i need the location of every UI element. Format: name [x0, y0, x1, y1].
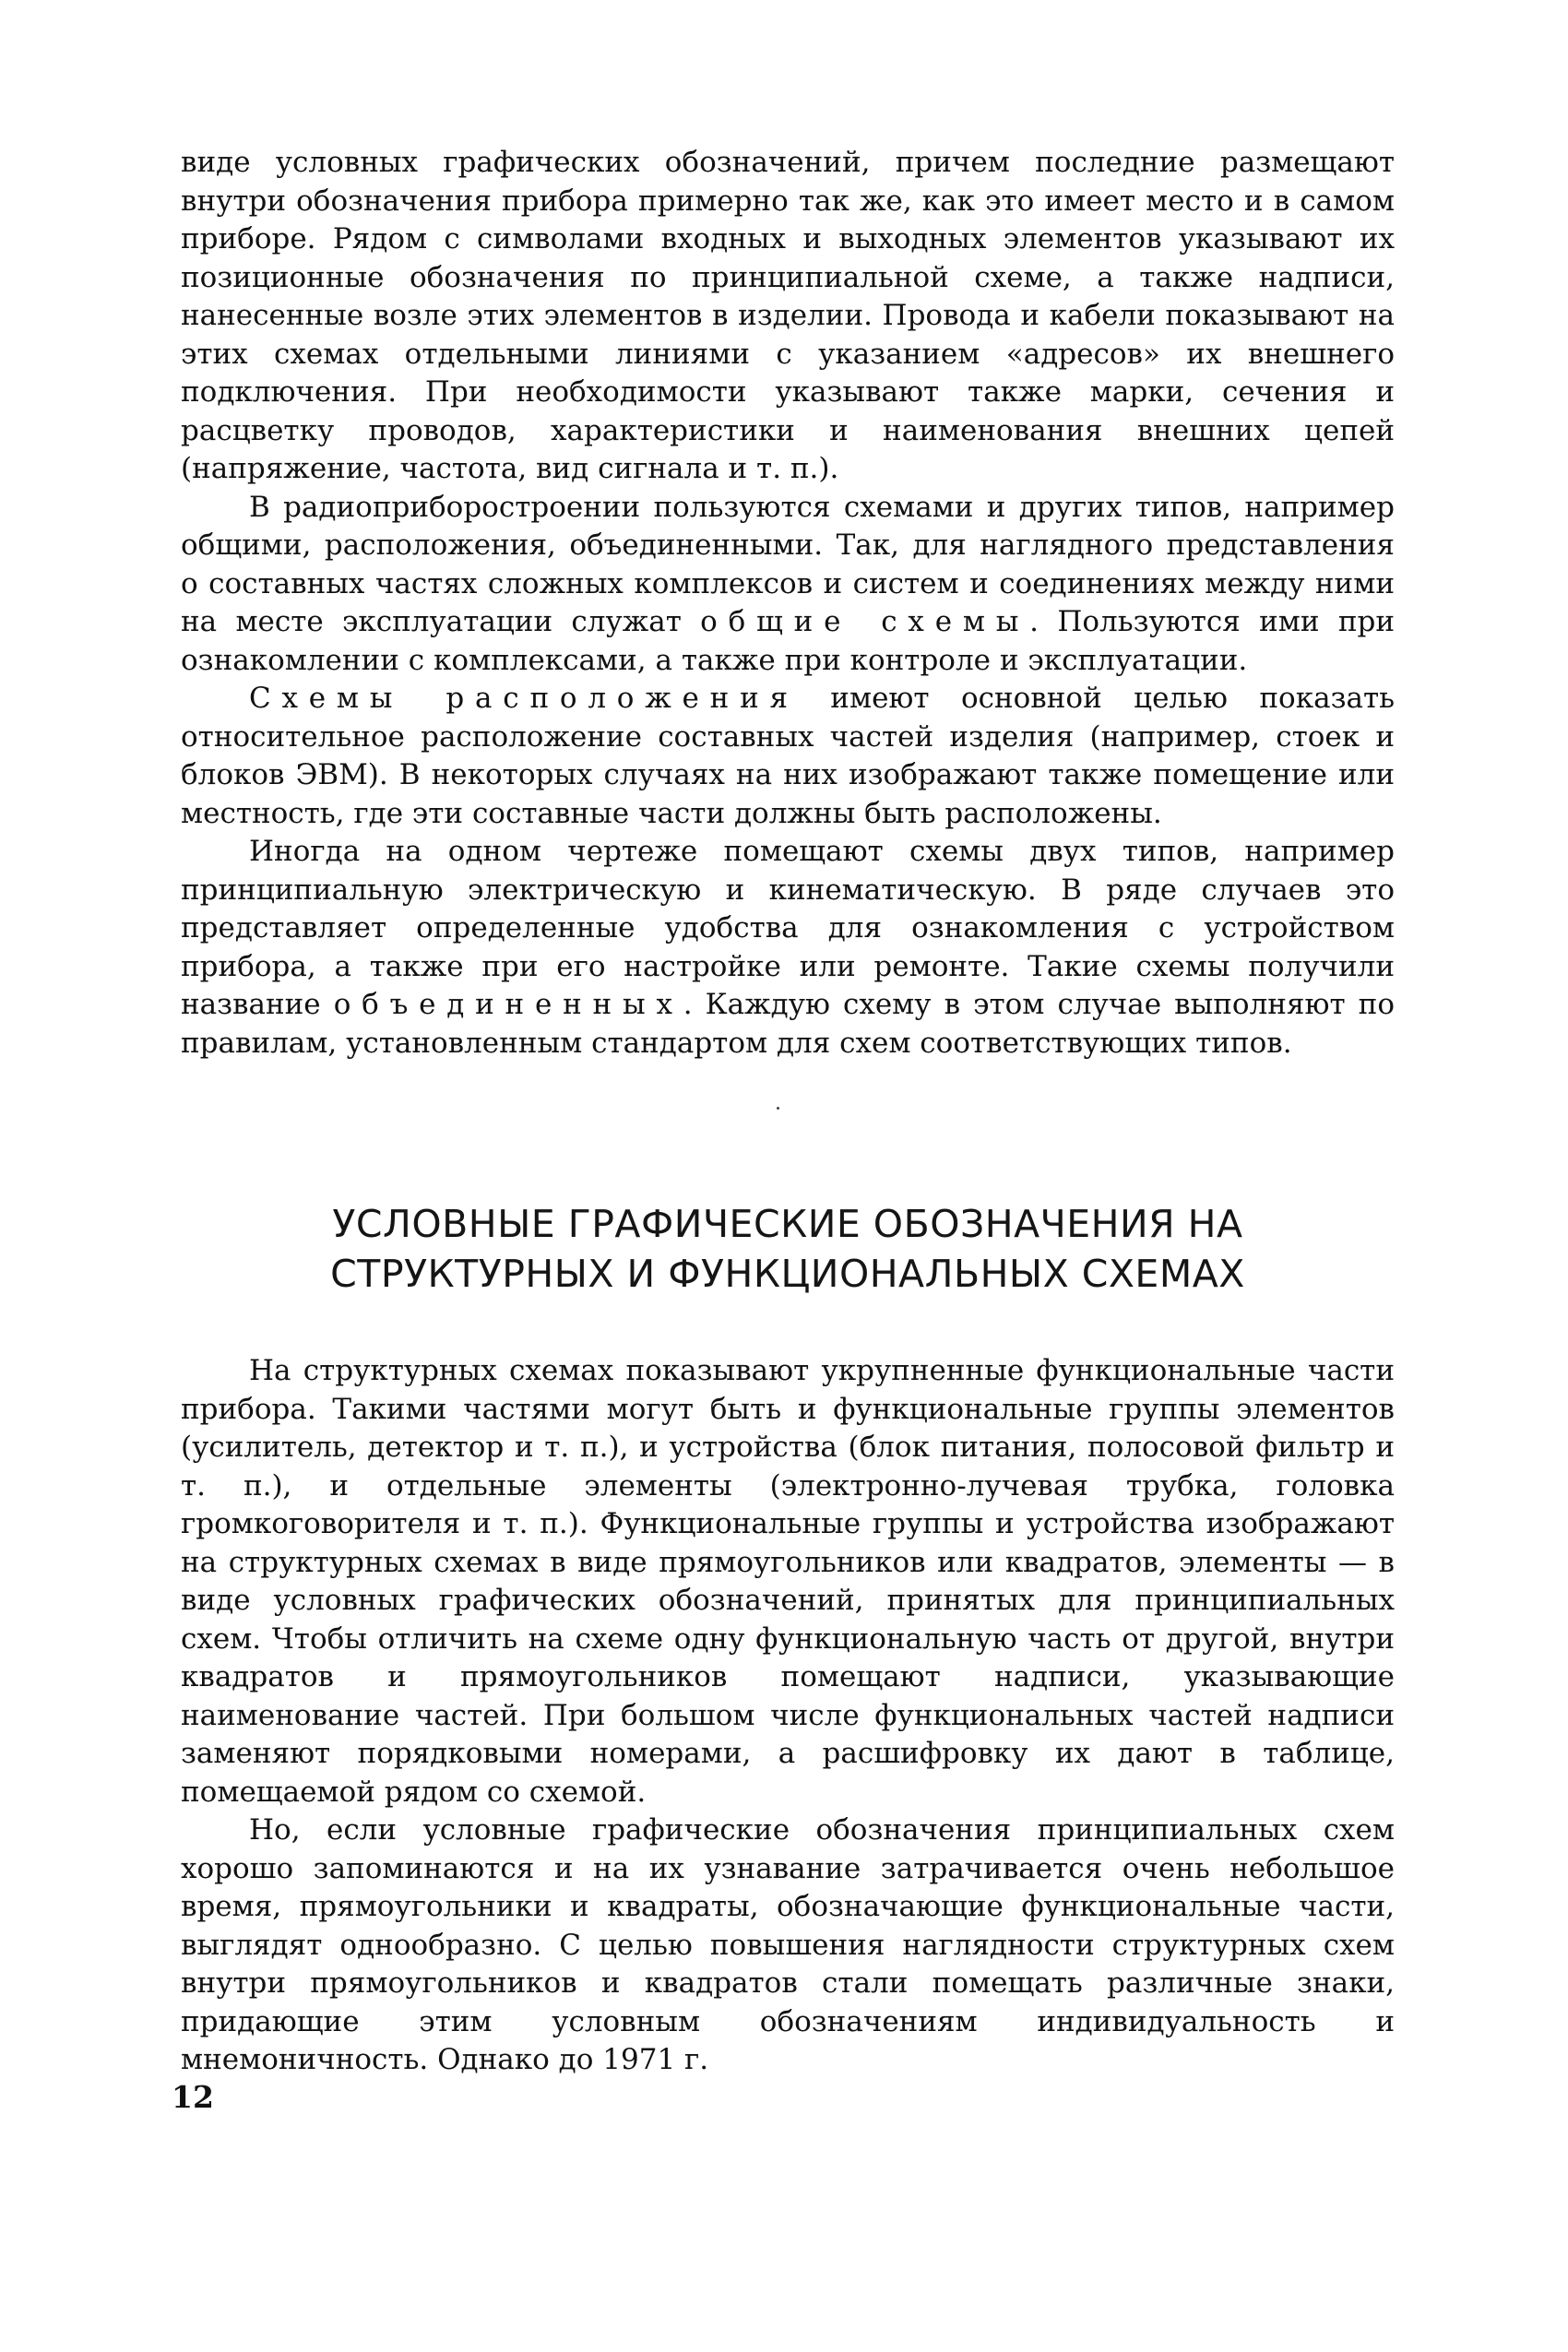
top-text-block: [181, 144, 1395, 1063]
term-general-schemes: общие схемы: [700, 605, 1030, 638]
page-number: 12: [172, 2079, 214, 2115]
paragraph-combined-schemes: [181, 833, 1395, 1063]
paragraph-schemes-other-types: [181, 489, 1395, 681]
section-heading-line-2: СТРУКТУРНЫХ И ФУНКЦИОНАЛЬНЫХ СХЕМАХ: [330, 1252, 1245, 1296]
section-heading: [181, 1199, 1395, 1299]
term-location-schemes: Схемы расположения: [249, 682, 799, 715]
paragraph-structural-schemes: На структурных схемах показывают укрупненные функциональные части прибора. Такими частями могут быть и функциональные группы элементов (усилитель, детектор и т. п.), и устройства (блок питания, полосовой фильтр и т. п.), и отдельные элементы (электронно-лучевая трубка, головка громкоговорителя и т. п.). Функциональные группы и устройства изображают на структурных схемах в виде прямоугольников или квадратов, элементы — в виде условных графических обозначений, принятых для принципиальных схем. Чтобы отличить на схеме одну функциональную часть от другой, внутри квадратов и прямоугольников помещают надписи, указывающие наименование частей. При большом числе функциональных частей надписи заменяют порядковыми номерами, а расшифровку их дают в таблице, помещаемой рядом со схемой.: [181, 1354, 1395, 1809]
paragraph-mnemonic-symbols: Но, если условные графические обозначения принципиальных схем хорошо запоминаются и на их узнавание затрачивается очень небольшое время, прямоугольники и квадраты, обозначающие функциональные части, выглядят однообразно. С целью повышения наглядности структурных схем внутри прямоугольников и квадратов стали помещать различные знаки, придающие этим условным обозначениям индивидуальность и мнемоничность. Однако до 1971 г.: [181, 1813, 1395, 2076]
paragraph-continued: виде условных графических обозначений, причем последние размещают внутри обозначения прибора примерно так же, как это имеет место и в самом приборе. Рядом с символами входных и выходных элементов указывают их позиционные обозначения по принципиальной схеме, а также надписи, нанесенные возле этих элементов в изделии. Провода и кабели показывают на этих схемах отдельными линиями с указанием «адресов» их внешнего подключения. При необходимости указывают также марки, сечения и расцветку проводов, характеристики и наименования внешних цепей (напряжение, частота, вид сигнала и т. п.).: [181, 146, 1395, 485]
paragraph-location-schemes: [181, 680, 1395, 833]
section-heading-line-1: УСЛОВНЫЕ ГРАФИЧЕСКИЕ ОБОЗНАЧЕНИЯ НА: [332, 1202, 1243, 1246]
term-combined: объединенных: [333, 988, 683, 1021]
paragraph-text: . Пользуются ими при ознакомлении с комплексами, а также при контроле и эксплуатации.: [181, 605, 1395, 677]
bottom-text-block: [181, 1352, 1395, 2080]
print-speck: [777, 1107, 779, 1110]
paragraph-text: . Каждую схему в этом случае выполняют по правилам, установленным стандартом для схем соответствующих типов.: [181, 988, 1395, 1060]
paragraph-text: Иногда на одном чертеже помещают схемы двух типов, например принципиальную электрическую и кинематическую. В ряде случаев это представляет определенные удобства для ознакомления с устройством прибора, а также при его настройке или ремонте. Такие схемы получили название: [181, 835, 1395, 1021]
paragraph-text: В радиоприборостроении пользуются схемами и других типов, например общими, расположения, объединенными. Так, для наглядного представления о составных частях сложных комплексов и систем и соединениях между ними на месте эксплуатации служат: [181, 490, 1395, 638]
paragraph-text: имеют основной целью показать относительное расположение составных частей изделия (например, стоек и блоков ЭВМ). В некоторых случаях на них изображают также помещение или местность, где эти составные части должны быть расположены.: [181, 682, 1395, 830]
